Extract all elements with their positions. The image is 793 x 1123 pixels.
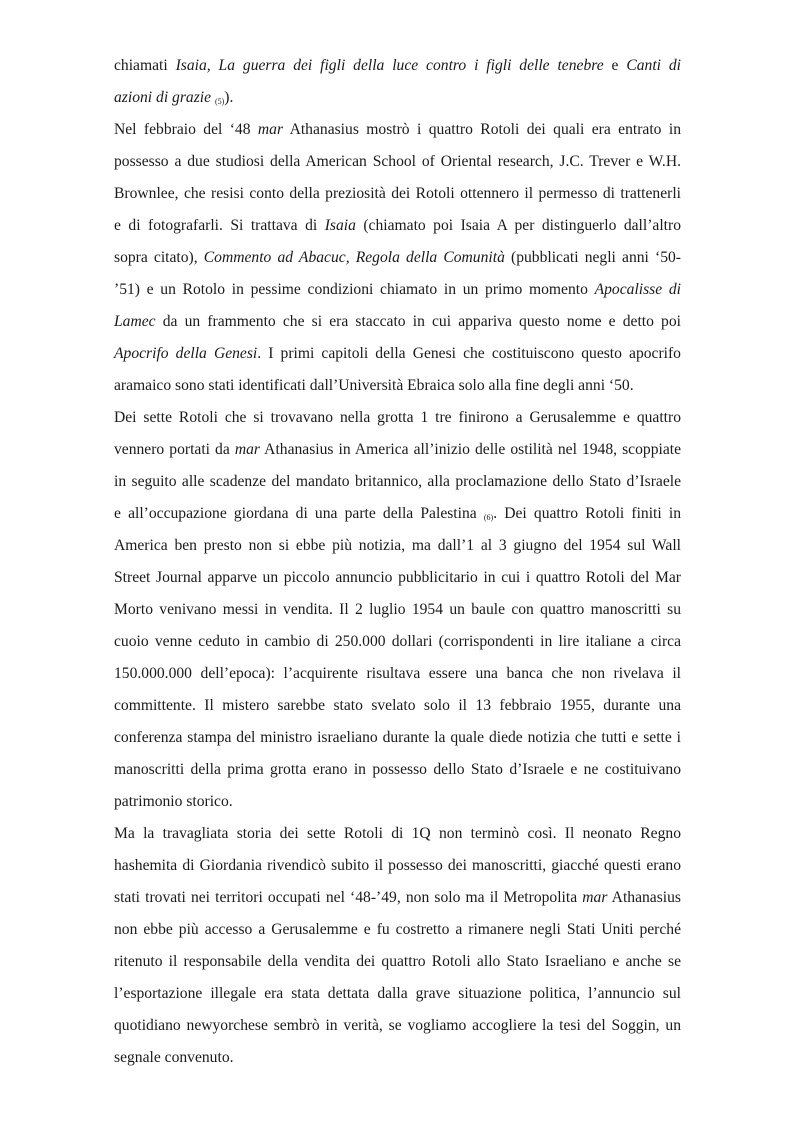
text-line: cuoio venne ceduto in cambio di 250.000 dollari (corrispondenti in lire italiane a circa bbox=[114, 633, 681, 650]
text-line: hashemita di Giordania rivendicò subito il possesso dei manoscritti, giacché questi erano bbox=[114, 857, 681, 874]
text-line: vennero portati da mar Athanasius in America all’inizio delle ostilità nel 1948, scoppiate bbox=[114, 441, 681, 458]
text-line: Lamec da un frammento che si era staccato in cui appariva questo nome e detto poi bbox=[114, 313, 681, 330]
text-line: ritenuto il responsabile della vendita dei quattro Rotoli allo Stato Israeliano e anche se bbox=[114, 953, 681, 970]
text-line: sopra citato), Commento ad Abacuc, Regola della Comunità (pubblicati negli anni ‘50- bbox=[114, 249, 681, 266]
text-line: conferenza stampa del ministro israeliano durante la quale diede notizia che tutti e sette i bbox=[114, 729, 681, 746]
text-line: e all’occupazione giordana di una parte della Palestina (6). Dei quattro Rotoli finiti in bbox=[114, 505, 681, 522]
text-line: Street Journal apparve un piccolo annuncio pubblicitario in cui i quattro Rotoli del Mar bbox=[114, 569, 681, 586]
footnote-ref: (5) bbox=[214, 97, 225, 106]
text-line: aramaico sono stati identificati dall’Università Ebraica solo alla fine degli anni ‘50. bbox=[114, 377, 634, 394]
text-line: Ma la travagliata storia dei sette Rotoli di 1Q non terminò così. Il neonato Regno bbox=[114, 825, 681, 842]
text-line: ’51) e un Rotolo in pessime condizioni chiamato in un primo momento Apocalisse di bbox=[114, 281, 682, 298]
text-line: 150.000.000 dell’epoca): l’acquirente risultava essere una banca che non rivelava il bbox=[114, 665, 681, 682]
footnote-ref: (6) bbox=[483, 513, 494, 522]
text-line: patrimonio storico. bbox=[114, 793, 233, 810]
text-line: Apocrifo della Genesi. I primi capitoli della Genesi che costituiscono questo apocrifo bbox=[114, 345, 681, 362]
text-line: segnale convenuto. bbox=[114, 1049, 234, 1066]
document-page bbox=[114, 0, 681, 1123]
text-line: stati trovati nei territori occupati nel ‘48-’49, non solo ma il Metropolita mar Athanasius bbox=[114, 889, 681, 906]
text-line: non ebbe più accesso a Gerusalemme e fu costretto a rimanere negli Stati Uniti perché bbox=[114, 921, 681, 938]
text-line: Dei sette Rotoli che si trovavano nella grotta 1 tre finirono a Gerusalemme e quattro bbox=[114, 409, 681, 426]
text-line: manoscritti della prima grotta erano in possesso dello Stato d’Israele e ne costituivano bbox=[114, 761, 681, 778]
text-line: in seguito alle scadenze del mandato britannico, alla proclamazione dello Stato d’Israele bbox=[114, 473, 681, 490]
text-line: Brownlee, che resisi conto della preziosità dei Rotoli ottennero il permesso di trattenerli bbox=[114, 185, 681, 202]
text-line: America ben presto non si ebbe più notizia, ma dall’1 al 3 giugno del 1954 sul Wall bbox=[114, 537, 681, 554]
text-line: committente. Il mistero sarebbe stato svelato solo il 13 febbraio 1955, durante una bbox=[114, 697, 681, 714]
text-line: l’esportazione illegale era stata dettata dalla grave situazione politica, l’annuncio sul bbox=[114, 985, 681, 1002]
text-line: possesso a due studiosi della American School of Oriental research, J.C. Trever e W.H. bbox=[114, 153, 681, 170]
text-line: Morto venivano messi in vendita. Il 2 luglio 1954 un baule con quattro manoscritti su bbox=[114, 601, 681, 618]
text-line: quotidiano newyorchese sembrò in verità, se vogliamo accogliere la tesi del Soggin, un bbox=[114, 1017, 681, 1034]
text-line: e di fotografarli. Si trattava di Isaia (chiamato poi Isaia A per distinguerlo dall’altro bbox=[114, 217, 681, 234]
text-line: Nel febbraio del ‘48 mar Athanasius mostrò i quattro Rotoli dei quali era entrato in bbox=[114, 121, 681, 138]
text-line: chiamati Isaia, La guerra dei figli della luce contro i figli delle tenebre e Canti di bbox=[114, 57, 682, 74]
text-line: azioni di grazie (5)). bbox=[114, 89, 234, 106]
